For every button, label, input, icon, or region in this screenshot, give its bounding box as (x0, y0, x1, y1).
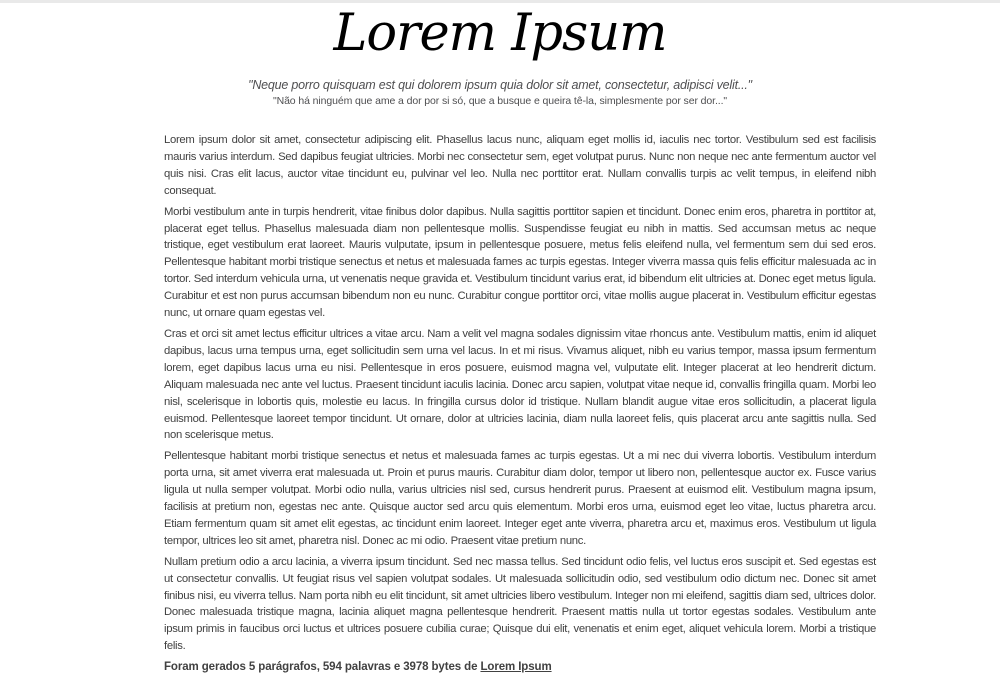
site-logo (0, 4, 1000, 63)
page-header (0, 3, 1000, 108)
lorem-paragraph-5: Nullam pretium odio a arcu lacinia, a viverra ipsum tincidunt. Sed nec massa tellus. Sed tincidunt odio felis, vel luctus eros suscipit et. Sed egestas est ut consectetur convallis. Ut feugiat risus vel sapien volutpat sodales. Ut malesuada sollicitudin odio, sed vestibulum odio dictum nec. Donec sit amet finibus nisi, eu viverra tellus. Nam porta nibh eu elit tincidunt, sit amet ultricies libero vestibulum. Integer non mi eleifend, sagittis diam sed, ultrices dolor. Donec malesuada tristique magna, lacinia aliquet magna pellentesque hendrerit. Praesent mattis nulla ut tortor egestas sodales. Vestibulum ante ipsum primis in faucibus orci luctus et ultrices posuere cubilia curae; Quisque dui elit, venenatis et enim eget, aliquet vehicula lorem. Morbi a tristique felis. (164, 555, 876, 653)
lorem-ipsum-link[interactable]: Lorem Ipsum (480, 661, 552, 674)
generation-stats-text: Foram gerados 5 parágrafos, 594 palavras e 3978 bytes de (164, 661, 481, 674)
generation-stats (164, 660, 876, 675)
lorem-paragraph-2: Morbi vestibulum ante in turpis hendrerit, vitae finibus dolor dapibus. Nulla sagittis porttitor sapien et tincidunt. Donec enim eros, pharetra in porttitor at, placerat eget tellus. Phasellus malesuada diam non pellentesque mollis. Suspendisse feugiat eu nibh in mattis. Sed accumsan metus ac neque tristique, eget vestibulum erat laoreet. Mauris vulputate, ipsum in pellentesque posuere, metus felis eleifend nulla, vel fermentum sem dui sed eros. Pellentesque habitant morbi tristique senectus et netus et malesuada fames ac turpis egestas. Integer viverra massa quis felis efficitur malesuada ac in tortor. Sed interdum vehicula urna, ut venenatis neque gravida et. Vestibulum tincidunt varius erat, id bibendum elit ultricies at. Donec eget metus ligula. Curabitur et est non purus accumsan bibendum non eu nunc. Curabitur congue porttitor orci, vitae mollis augue placerat in. Vestibulum efficitur egestas nunc, ut ornare quam egestas vel. (164, 205, 876, 320)
lorem-paragraph-3: Cras et orci sit amet lectus efficitur ultrices a vitae arcu. Nam a velit vel magna sodales dignissim vitae rhoncus ante. Vestibulum mattis, enim id aliquet dapibus, lacus urna tempus urna, eget sollicitudin sem urna vel lacus. In et mi risus. Vivamus aliquet, nibh eu varius tempor, massa ipsum fermentum lorem, eget dapibus lacus urna eu nisi. Pellentesque in eros posuere, euismod magna vel, vulputate elit. Integer placerat at leo hendrerit dictum. Aliquam malesuada nec ante vel luctus. Praesent tincidunt iaculis lacinia. Donec arcu sapien, volutpat vitae neque id, convallis fringilla quam. Morbi leo nisl, scelerisque in lobortis quis, molestie eu lacus. In fringilla cursus dolor id tristique. Nullam blandit augue vitae eros sollicitudin, a placerat ligula euismod. Pellentesque laoreet tempor tincidunt. Ut ornare, dolor at ultricies lacinia, diam nulla laoreet felis, quis placerat arcu ante sagittis nulla. Sed non scelerisque metus. (164, 327, 876, 442)
lorem-paragraph-4: Pellentesque habitant morbi tristique senectus et netus et malesuada fames ac turpis egestas. Ut a mi nec dui viverra lobortis. Vestibulum interdum porta urna, sit amet viverra erat malesuada ut. Proin et purus mauris. Curabitur diam dolor, tempor ut libero non, pellentesque auctor ex. Fusce varius ligula ut nulla semper volutpat. Morbi odio nulla, varius ultricies nisl sed, cursus hendrerit purus. Praesent at euismod elit. Vestibulum magna ipsum, facilisis at pretium non, egestas nec ante. Quisque auctor sed arcu quis elementum. Morbi eros urna, euismod eget leo vitae, luctus pharetra arcu. Etiam fermentum quam sit amet elit egestas, ac tincidunt enim laoreet. Integer eget ante viverra, pharetra arcu et, maximus eros. Vestibulum ut ligula tempor, ultrices leo sit amet, pharetra nisl. Donec ac mi odio. Praesent vitae pretium nunc. (164, 450, 876, 547)
generated-text-area (164, 132, 876, 655)
latin-quote: "Neque porro quisquam est qui dolorem ipsum quia dolor sit amet, consectetur, adipisci velit..." (248, 78, 752, 92)
translated-quote: "Não há ninguém que ame a dor por si só, que a busque e queira tê-la, simplesmente por ser dor..." (272, 95, 728, 107)
site-logo-link[interactable]: Lorem Ipsum (333, 4, 667, 63)
lorem-paragraph-1: Lorem ipsum dolor sit amet, consectetur adipiscing elit. Phasellus lacus nunc, aliquam eget mollis id, iaculis nec tortor. Vestibulum sed est facilisis mauris varius interdum. Sed dapibus feugiat ultricies. Morbi nec consectetur sem, eget volutpat purus. Nunc non neque nec ante fermentum auctor vel quis nisi. Cras elit lacus, auctor vitae tincidunt eu, pulvinar vel leo. Nulla nec porttitor erat. Nullam convallis turpis ac velit tempus, in eleifend nibh consequat. (164, 134, 876, 197)
